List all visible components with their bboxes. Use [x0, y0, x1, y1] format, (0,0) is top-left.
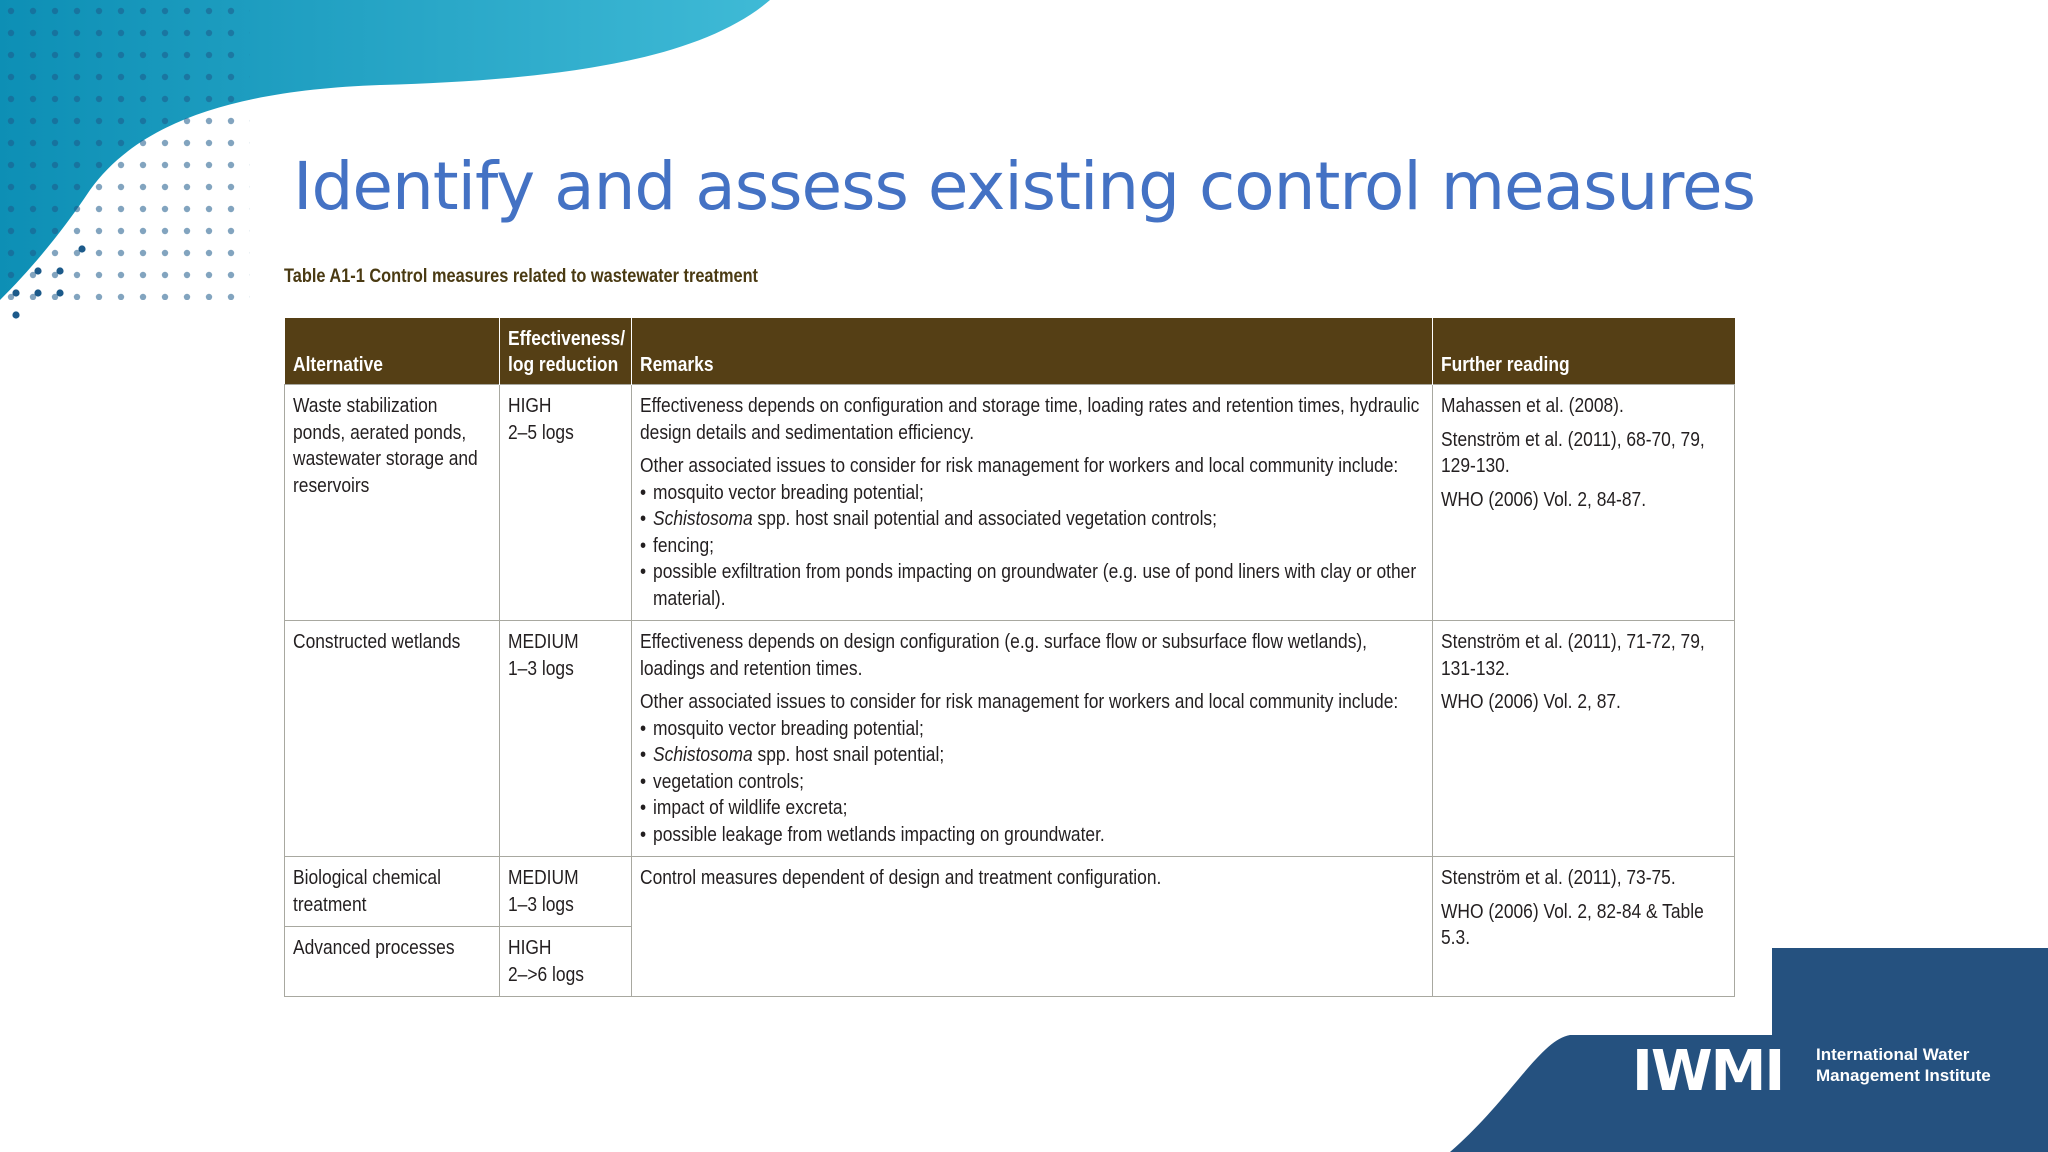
table-row [285, 621, 1735, 857]
slide-title: Identify and assess existing control measures [293, 148, 1755, 225]
cell-further-reading [1433, 857, 1735, 997]
cell-alternative: Advanced processes [285, 927, 500, 997]
cell-further-reading [1433, 621, 1735, 857]
cell-effectiveness: HIGH 2–>6 logs [500, 927, 632, 997]
table-row [285, 385, 1735, 621]
remarks-paragraph: Effectiveness depends on design configuration (e.g. surface flow or subsurface flow wetlands), loadings and retention times. [640, 631, 1368, 680]
remarks-paragraph: Effectiveness depends on configuration and storage time, loading rates and retention times, hydraulic design details and sedimentation efficiency. [640, 395, 1420, 444]
reading-ref: Stenström et al. (2011), 71-72, 79, 131-132. [1441, 631, 1705, 680]
cell-effectiveness: HIGH 2–5 logs [500, 385, 632, 621]
cell-remarks [632, 621, 1433, 857]
bullet-item: • Schistosoma spp. host snail potential; [640, 742, 1424, 769]
logo-mark-text: IWMI [1632, 1040, 1784, 1100]
reading-ref: Stenström et al. (2011), 68-70, 79, 129-130. [1441, 428, 1705, 477]
bullet-item: • vegetation controls; [640, 769, 1424, 796]
logo-name-line1: International Water [1816, 1045, 1970, 1064]
remarks-paragraph: Other associated issues to consider for risk management for workers and local community include: [640, 691, 1399, 713]
logo-name [1816, 1044, 1991, 1086]
reading-ref: WHO (2006) Vol. 2, 82-84 & Table 5.3. [1441, 900, 1704, 949]
logo-name-line2: Management Institute [1816, 1066, 1991, 1085]
reading-ref: WHO (2006) Vol. 2, 84-87. [1441, 488, 1647, 511]
table-caption: Table A1-1 Control measures related to wastewater treatment [284, 266, 759, 287]
bullet-item: • impact of wildlife excreta; [640, 795, 1424, 822]
header-further-reading: Further reading [1433, 318, 1735, 385]
table-header-row [285, 318, 1735, 385]
cell-remarks [632, 857, 1433, 997]
bullet-item: • mosquito vector breading potential; [640, 480, 1424, 507]
header-remarks: Remarks [632, 318, 1433, 385]
cell-effectiveness: MEDIUM 1–3 logs [500, 857, 632, 927]
remarks-bullet-list [640, 716, 1424, 849]
remarks-paragraph: Control measures dependent of design and treatment configuration. [640, 867, 1162, 889]
bullet-item: • Schistosoma spp. host snail potential and associated vegetation controls; [640, 506, 1424, 533]
cell-further-reading [1433, 385, 1735, 621]
bullet-item: • mosquito vector breading potential; [640, 716, 1424, 743]
header-effectiveness: Effectiveness/ log reduction [500, 318, 632, 385]
bullet-item: • possible exfiltration from ponds impacting on groundwater (e.g. use of pond liners with clay or other material). [640, 559, 1424, 612]
remarks-bullet-list [640, 480, 1424, 613]
bullet-item: • possible leakage from wetlands impacting on groundwater. [640, 822, 1424, 849]
reading-ref: Mahassen et al. (2008). [1441, 395, 1624, 417]
cell-effectiveness: MEDIUM 1–3 logs [500, 621, 632, 857]
control-measures-table [284, 318, 1735, 997]
reading-ref: Stenström et al. (2011), 73-75. [1441, 867, 1676, 889]
cell-remarks [632, 385, 1433, 621]
iwmi-logo-icon [1632, 1040, 1802, 1100]
remarks-paragraph: Other associated issues to consider for risk management for workers and local community include: [640, 455, 1399, 477]
bullet-item: • fencing; [640, 533, 1424, 560]
cell-alternative: Biological chemical treatment [285, 857, 500, 927]
header-alternative: Alternative [285, 318, 500, 385]
cell-alternative: Waste stabilization ponds, aerated ponds, wastewater storage and reservoirs [285, 385, 500, 621]
reading-ref: WHO (2006) Vol. 2, 87. [1441, 691, 1621, 713]
table-row [285, 857, 1735, 927]
cell-alternative: Constructed wetlands [285, 621, 500, 857]
